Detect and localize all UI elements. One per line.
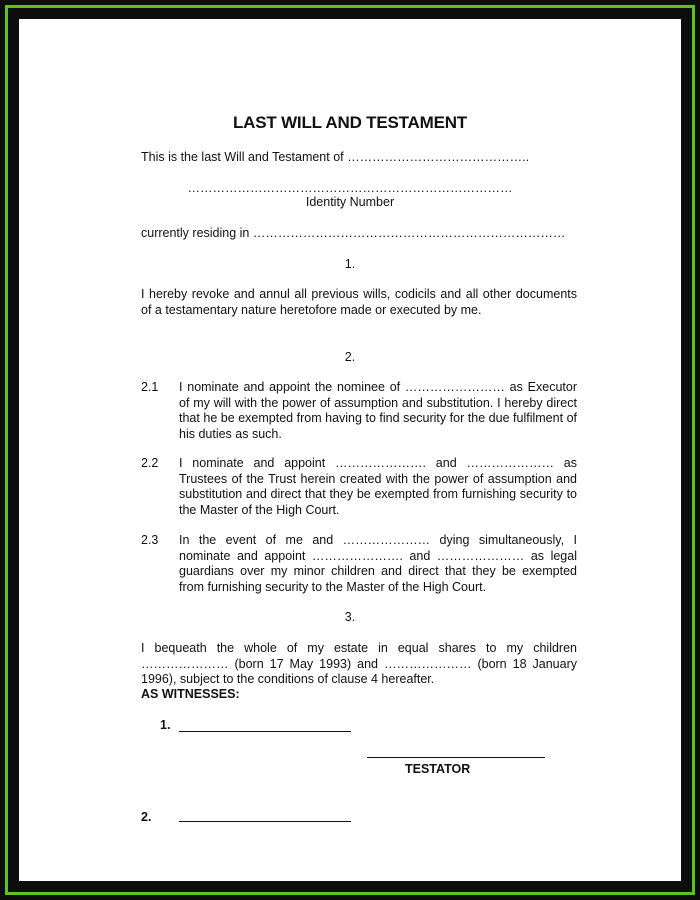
section-1-text: I hereby revoke and annul all previous wills, codicils and all other documents of a testamentary nature heretofore made or executed by me. bbox=[141, 287, 577, 317]
clause-2-1-number: 2.1 bbox=[141, 380, 159, 394]
section-1-number: 1. bbox=[344, 257, 356, 271]
section-3-number: 3. bbox=[344, 610, 356, 624]
witness-2-number: 2. bbox=[141, 810, 152, 824]
witness-2-signature-line bbox=[179, 821, 351, 822]
green-border-frame bbox=[5, 5, 695, 895]
identity-dots: …………………………………………………………………… bbox=[187, 181, 513, 195]
document-page bbox=[19, 19, 681, 881]
residing-line: currently residing in ………………………………………………………………… bbox=[141, 226, 566, 240]
clause-2-3-text: In the event of me and ………………… dying simultaneously, I nominate and appoint …………………. and ………………… as legal guardians over my minor children and direct that they be exempted from furnishing security to the Master of the High Court. bbox=[179, 533, 577, 594]
section-2-number: 2. bbox=[344, 350, 356, 364]
document-title: LAST WILL AND TESTAMENT bbox=[232, 113, 467, 132]
witnesses-label: AS WITNESSES: bbox=[141, 687, 240, 701]
clause-2-1-text: I nominate and appoint the nominee of …………………… as Executor of my will with the power of assumption and substitution. I hereby direct that he be exempted from having to find security for the due fulfilment of his duties as such. bbox=[179, 380, 577, 441]
clause-2-2-number: 2.2 bbox=[141, 456, 159, 470]
testator-signature-line bbox=[367, 757, 545, 758]
witness-1-number: 1. bbox=[160, 718, 171, 732]
clause-2-3-number: 2.3 bbox=[141, 533, 159, 547]
identity-number-label: Identity Number bbox=[305, 195, 395, 209]
testator-label: TESTATOR bbox=[405, 762, 471, 776]
witness-1-signature-line bbox=[179, 731, 351, 732]
intro-line: This is the last Will and Testament of …………………………………….. bbox=[141, 150, 530, 164]
section-3-text: I bequeath the whole of my estate in equal shares to my children ………………… (born 17 May 1993) and ………………… (born 18 January 1996), subject to the conditions of clause 4 hereafter. bbox=[141, 641, 577, 686]
clause-2-2-text: I nominate and appoint …………………. and ………………… as Trustees of the Trust herein created with the power of assumption and substitution and direct that they be exempted from furnishing security to the Master of the High Court. bbox=[179, 456, 577, 517]
